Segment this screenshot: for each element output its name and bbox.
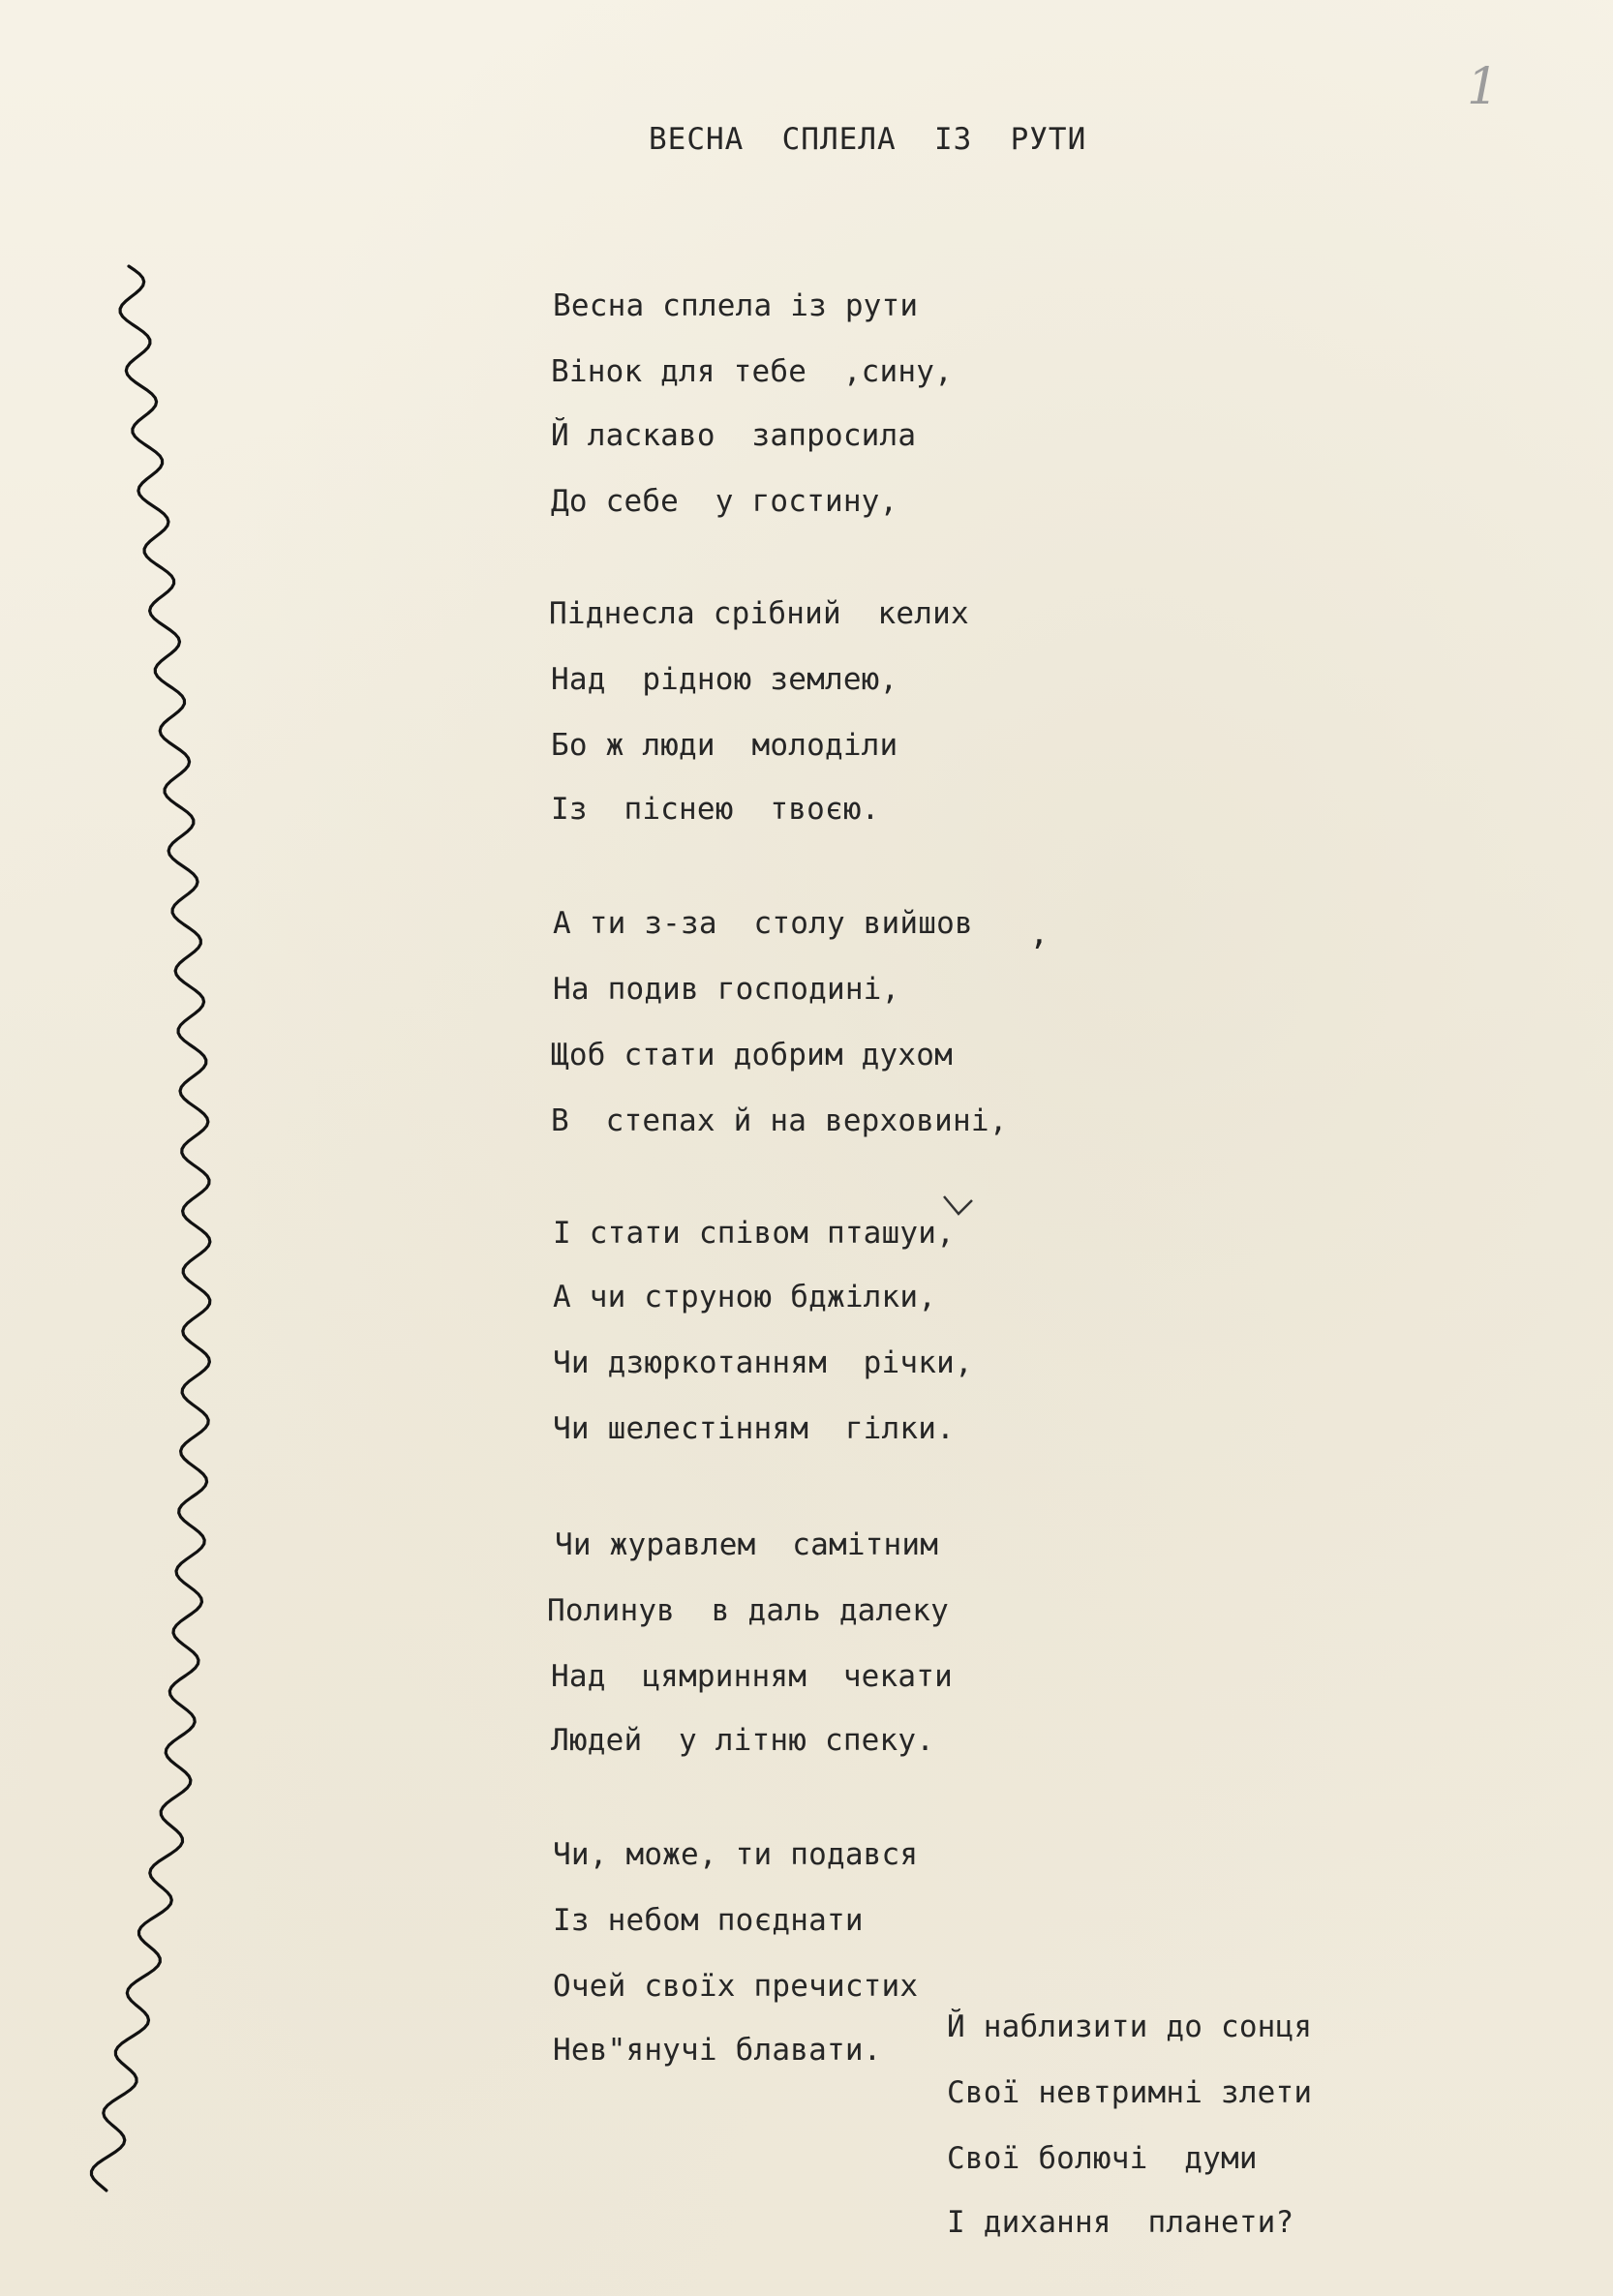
poem-line: Весна сплела із рути [553, 288, 919, 323]
poem-line: Щоб стати добрим духом [551, 1038, 953, 1072]
poem-line: На подив господині, [553, 972, 900, 1007]
poem-line: Свої невтримні злети [947, 2075, 1313, 2110]
page-number: 1 [1467, 58, 1500, 116]
poem-line: Свої болючі думи [947, 2141, 1258, 2176]
poem-line: Над цямринням чекати [551, 1659, 953, 1694]
poem-line: Бо ж люди молоділи [551, 728, 898, 763]
poem-line: До себе у гостину, [551, 484, 898, 519]
poem-line: Вінок для тебе ,сину, [551, 354, 953, 389]
poem-line: Нев"янучі блавати. [553, 2033, 882, 2068]
poem-title: ВЕСНА СПЛЕЛА ІЗ РУТИ [649, 122, 1087, 157]
poem-line: Й наблизити до сонця [947, 2009, 1313, 2044]
handwritten-comma-mark: , [1029, 914, 1050, 952]
poem-line: А чи струною бджілки, [553, 1280, 937, 1314]
poem-line: Й ласкаво запросила [551, 418, 917, 453]
poem-line: Із піснею твоєю. [551, 792, 880, 827]
poem-line: Очей своїх пречистих [553, 1969, 919, 2004]
poem-line: Чи журавлем самітним [555, 1527, 939, 1562]
poem-line: Піднесла срібний келих [549, 596, 969, 631]
poem-line: Над рідною землею, [551, 662, 898, 697]
poem-line: Чи дзюркотанням річки, [553, 1345, 973, 1380]
poem-line: Із небом поєднати [553, 1903, 864, 1938]
poem-line: Людей у літню спеку. [551, 1723, 935, 1758]
poem-line: Чи шелестінням гілки. [553, 1411, 955, 1446]
poem-line: І дихання планети? [947, 2205, 1294, 2240]
poem-line: Чи, може, ти подався [553, 1837, 919, 1872]
poem-line: В степах й на верховині, [551, 1103, 1008, 1138]
poem-line: І стати співом пташуи, [553, 1216, 955, 1251]
poem-line: Полинув в даль далеку [547, 1593, 949, 1628]
poem-line: А ти з-за столу вийшов [553, 906, 973, 941]
